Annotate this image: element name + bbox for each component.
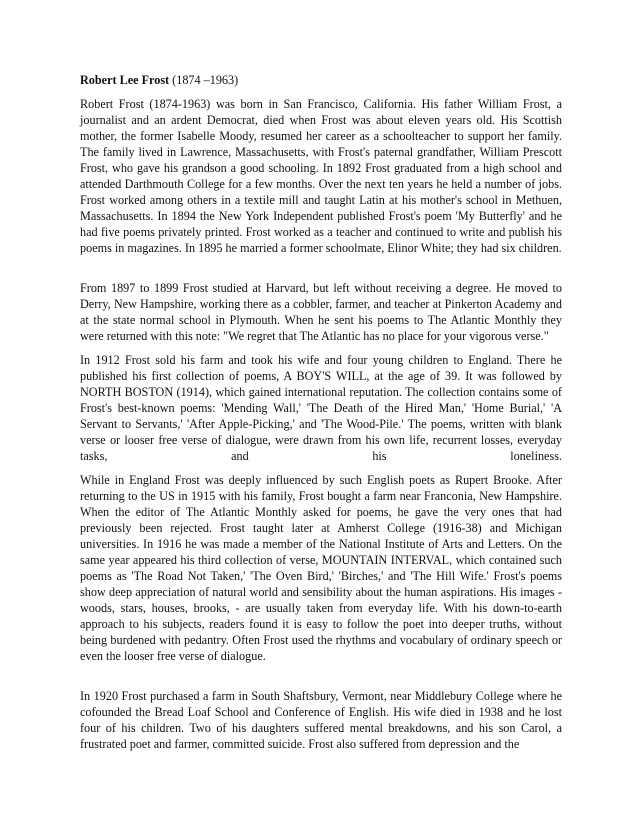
paragraph-return-us: While in England Frost was deeply influenced by such English poets as Rupert Brooke. After returning to the US in 1915 with his family, Frost bought a farm near Franconia, New Hampshire. When the editor of The Atlantic Monthly asked for poems, he gave the very ones that had previously been rejected. Frost taught later at Amherst College (1916-38) and Michigan universities. In 1916 he was made a member of the National Institute of Arts and Letters. On the same year appeared his third collection of verse, MOUNTAIN INTERVAL, which contained such poems as 'The Road Not Taken,' 'The Oven Bird,' 'Birches,' and 'The Hill Wife.' Frost's poems show deep appreciation of natural world and sensibility about the human aspirations. His images - woods, stars, houses, brooks, - are usually taken from everyday life. With his down-to-earth approach to his subjects, readers found it is easy to follow the poet into deeper truths, without being burdened with pedantry. Often Frost used the rhythms and vocabulary of ordinary speech or even the looser free verse of dialogue.: [80, 473, 562, 663]
paragraph-harvard: From 1897 to 1899 Frost studied at Harvard, but left without receiving a degree. He moved to Derry, New Hampshire, working there as a cobbler, farmer, and teacher at Pinkerton Academy and at the state normal school in Plymouth. When he sent his poems to The Atlantic Monthly they were returned with this note: "We regret that The Atlantic has no place for your vigorous verse.": [80, 281, 562, 343]
heading-years: (1874 –1963): [169, 73, 239, 87]
paragraph-early-life: Robert Frost (1874-1963) was born in San Francisco, California. His father William Frost, a journalist and an ardent Democrat, died when Frost was about eleven years old. His Scottish mother, the former Isabelle Moody, resumed her career as a schoolteacher to support her family. The family lived in Lawrence, Massachusetts, with Frost's paternal grandfather, William Prescott Frost, who gave his grandson a good schooling. In 1892 Frost graduated from a high school and attended Darthmouth College for a few months. Over the next ten years he held a number of jobs. Frost worked among others in a textile mill and taught Latin at his mother's school in Methuen, Massachusetts. In 1894 the New York Independent published Frost's poem 'My Butterfly' and he had five poems privately printed. Frost worked as a teacher and continued to write and publish his poems in magazines. In 1895 he married a former schoolmate, Elinor White; they had six children.: [80, 97, 562, 255]
paragraph-vermont: In 1920 Frost purchased a farm in South Shaftsbury, Vermont, near Middlebury College where he cofounded the Bread Loaf School and Conference of English. His wife died in 1938 and he lost four of his children. Two of his daughters suffered mental breakdowns, and his son Carol, a frustrated poet and farmer, committed suicide. Frost also suffered from depression and the: [80, 689, 562, 751]
heading-name: Robert Lee Frost: [80, 73, 170, 87]
document-body: [80, 72, 562, 752]
document-heading: [80, 72, 562, 88]
paragraph-england: In 1912 Frost sold his farm and took his wife and four young children to England. There he published his first collection of poems, A BOY'S WILL, at the age of 39. It was followed by NORTH BOSTON (1914), which gained international reputation. The collection contains some of Frost's best-known poems: 'Mending Wall,' 'The Death of the Hired Man,' 'Home Burial,' 'A Servant to Servants,' 'After Apple-Picking,' and 'The Wood-Pile.' The poems, written with blank verse or looser free verse of dialogue, were drawn from his own life, recurrent losses, everyday tasks, and his loneliness.: [80, 353, 562, 463]
